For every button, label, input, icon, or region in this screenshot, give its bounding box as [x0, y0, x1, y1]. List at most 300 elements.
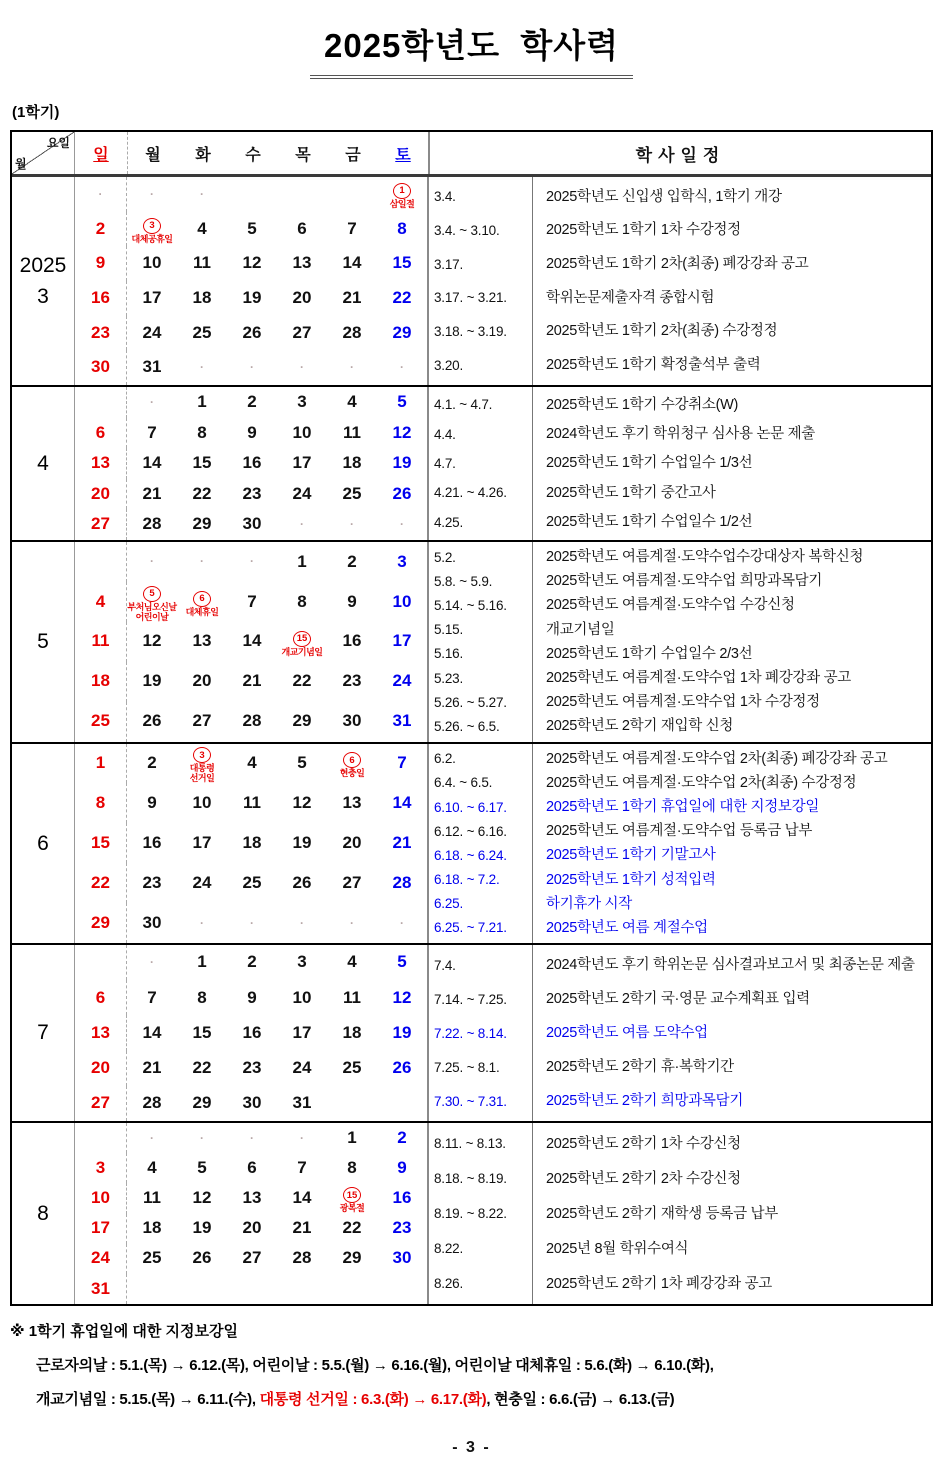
day-cell — [75, 1214, 127, 1244]
day-number: 16 — [342, 631, 362, 651]
empty-day-dot: · — [200, 1130, 204, 1145]
day-cell — [277, 212, 327, 247]
event-row — [429, 1135, 931, 1153]
day-cell — [277, 316, 327, 351]
day-number: 13 — [242, 1188, 262, 1208]
empty-day-dot: · — [250, 554, 254, 569]
day-header-2: 화 — [195, 146, 211, 164]
day-cell — [377, 316, 427, 351]
day-number: 30 — [242, 514, 262, 534]
empty-day-dot: · — [300, 915, 304, 930]
day-cell — [127, 1244, 177, 1274]
events-list — [427, 1123, 931, 1304]
event-description: 2025학년도 여름계절·도약수업 1차 폐강강좌 공고 — [546, 669, 851, 686]
day-number: 1 — [95, 753, 106, 773]
day-cell — [277, 479, 327, 510]
event-row — [429, 548, 931, 566]
day-cell — [227, 1123, 277, 1153]
day-cell — [277, 744, 327, 784]
day-number: 14 — [242, 631, 262, 651]
day-cell — [127, 350, 177, 385]
day-number: 3 — [297, 952, 307, 972]
day-number: 11 — [243, 793, 261, 813]
day-number: 11 — [343, 422, 361, 442]
holiday-label: 대체휴일 — [185, 606, 219, 617]
day-cell — [277, 387, 327, 418]
month-label — [12, 387, 75, 540]
event-row — [429, 289, 931, 307]
day-number: 12 — [292, 793, 312, 813]
day-number: 18 — [342, 453, 362, 473]
day-header-1: 월 — [145, 146, 161, 164]
day-cell — [227, 479, 277, 510]
event-description: 2025학년도 1학기 2차(최종) 폐강강좌 공고 — [546, 256, 809, 273]
day-number: 15 — [91, 832, 110, 852]
day-number: 18 — [142, 1218, 162, 1238]
day-number: 15 — [192, 1022, 212, 1042]
day-number: 4 — [197, 218, 207, 238]
day-cell — [227, 448, 277, 479]
day-number: 2 — [397, 1127, 407, 1147]
event-date: 5.14. ~ 5.16. — [434, 597, 507, 613]
day-cell — [227, 903, 277, 943]
day-cell — [377, 246, 427, 281]
day-cell — [177, 177, 227, 212]
day-cell — [177, 509, 227, 540]
day-cell — [177, 702, 227, 742]
day-cell — [75, 448, 127, 479]
day-cell — [75, 662, 127, 702]
event-description: 2025학년도 여름 계절수업 — [546, 919, 708, 936]
event-date: 5.8. ~ 5.9. — [434, 573, 493, 589]
holiday-circled-number: 1 — [393, 183, 411, 199]
empty-day-dot: · — [300, 360, 304, 375]
day-cell — [377, 1183, 427, 1213]
day-number: 1 — [297, 551, 307, 571]
day-number: 13 — [91, 453, 110, 473]
day-number: 21 — [292, 1218, 312, 1238]
day-cell — [277, 246, 327, 281]
day-number: 16 — [242, 1022, 262, 1042]
holiday-label: 삼일절 — [389, 199, 415, 210]
event-row — [429, 188, 931, 206]
day-number: 17 — [91, 1218, 110, 1238]
day-cell — [127, 980, 177, 1015]
day-cell — [127, 542, 177, 582]
empty-day-dot: · — [350, 517, 354, 532]
day-number: 2 — [147, 753, 157, 773]
day-number: 16 — [242, 453, 262, 473]
day-cell — [377, 702, 427, 742]
day-header-4: 목 — [295, 146, 311, 164]
empty-day-dot: · — [250, 1130, 254, 1145]
day-cell — [127, 1086, 177, 1121]
day-cell — [227, 212, 277, 247]
day-number: 26 — [392, 483, 412, 503]
holiday-marker — [190, 744, 215, 784]
day-cell — [75, 1153, 127, 1183]
day-number: 17 — [142, 287, 162, 307]
day-number: 16 — [91, 287, 110, 307]
day-number: 5 — [197, 1157, 207, 1177]
day-number: 14 — [292, 1188, 312, 1208]
day-number: 3 — [397, 551, 407, 571]
month-label-line: 6 — [37, 831, 49, 855]
day-cell — [277, 350, 327, 385]
event-row — [429, 774, 931, 792]
day-cell — [377, 212, 427, 247]
day-cell — [177, 1086, 227, 1121]
day-cell — [327, 479, 377, 510]
day-number: 1 — [197, 391, 207, 411]
event-date: 3.18. ~ 3.19. — [434, 323, 507, 339]
event-row — [429, 1205, 931, 1223]
day-cell — [75, 863, 127, 903]
day-number: 1 — [197, 952, 207, 972]
day-cell — [127, 1051, 177, 1086]
day-cell — [377, 350, 427, 385]
day-cell — [127, 903, 177, 943]
day-number: 6 — [247, 1157, 257, 1177]
day-cell — [327, 662, 377, 702]
day-cell — [227, 582, 277, 622]
day-cell — [277, 509, 327, 540]
footnote-line-3 — [36, 1388, 933, 1409]
day-cell — [227, 1051, 277, 1086]
empty-day-dot: · — [150, 554, 154, 569]
holiday-circled-number: 3 — [143, 218, 161, 234]
corner-label-month: 월 — [15, 157, 27, 171]
day-number: 5 — [297, 753, 307, 773]
day-cell — [377, 945, 427, 980]
day-number: 26 — [292, 872, 312, 892]
day-number: 21 — [342, 287, 362, 307]
day-number: 28 — [292, 1248, 312, 1268]
event-description: 2025학년도 2학기 1차 수강신청 — [546, 1135, 741, 1152]
day-number: 8 — [95, 793, 106, 813]
day-number: 20 — [91, 483, 110, 503]
day-number: 22 — [192, 483, 212, 503]
day-number: 19 — [192, 1218, 212, 1238]
event-row — [429, 919, 931, 937]
day-cell — [327, 542, 377, 582]
event-date: 6.10. ~ 6.17. — [434, 799, 507, 815]
event-description: 2025학년도 1학기 1차 수강정정 — [546, 222, 741, 239]
month-label — [12, 945, 75, 1121]
day-cell — [377, 744, 427, 784]
holiday-label: 광복절 — [339, 1203, 365, 1214]
day-cell — [75, 281, 127, 316]
day-cell — [327, 823, 377, 863]
day-number: 14 — [392, 793, 412, 813]
day-number: 25 — [342, 483, 362, 503]
event-date: 6.18. ~ 6.24. — [434, 847, 507, 863]
empty-day-dot: · — [250, 360, 254, 375]
events-list — [427, 177, 931, 385]
day-number: 9 — [397, 1157, 407, 1177]
event-row — [429, 221, 931, 239]
day-cell — [177, 316, 227, 351]
day-cell — [277, 702, 327, 742]
empty-day-dot: · — [400, 915, 404, 930]
day-number: 30 — [342, 711, 362, 731]
event-row — [429, 750, 931, 768]
day-cell — [127, 1123, 177, 1153]
day-number: 10 — [192, 793, 212, 813]
day-cell — [277, 945, 327, 980]
empty-day-dot: · — [300, 1130, 304, 1145]
event-row — [429, 484, 931, 502]
day-cell — [177, 903, 227, 943]
holiday-circled-number: 15 — [343, 1187, 361, 1203]
day-cell — [227, 246, 277, 281]
event-description: 2024학년도 후기 학위논문 심사결과보고서 및 최종논문 제출 — [546, 957, 915, 973]
holiday-label: 개교기념일 — [281, 646, 323, 657]
day-cell — [75, 1123, 127, 1153]
day-number: 23 — [242, 483, 262, 503]
day-cell — [327, 1183, 377, 1213]
day-headers — [75, 132, 428, 174]
event-description: 2025학년도 2학기 희망과목담기 — [546, 1093, 744, 1109]
day-cell — [227, 702, 277, 742]
day-cell — [377, 980, 427, 1015]
day-header-6: 토 — [395, 146, 411, 164]
day-cell — [327, 1153, 377, 1183]
day-cell — [327, 246, 377, 281]
footnote-line3-red: 대통령 선거일 : 6.3.(화) → 6.17.(화) — [259, 1391, 487, 1409]
month-label-line: 5 — [37, 630, 49, 654]
event-description: 2025학년도 여름계절·도약수업 1차 수강정정 — [546, 694, 820, 711]
month-label-line: 4 — [37, 451, 49, 475]
holiday-circled-number: 6 — [343, 752, 361, 768]
event-description: 2025학년도 신입생 입학식, 1학기 개강 — [546, 188, 782, 205]
day-cell — [327, 281, 377, 316]
day-cell — [277, 418, 327, 449]
event-row — [429, 846, 931, 864]
event-date: 5.15. — [434, 622, 464, 638]
day-number: 21 — [142, 1057, 162, 1077]
page-title: 2025학년도 학사력 — [310, 20, 633, 79]
events-list — [427, 945, 931, 1121]
day-cell — [227, 177, 277, 212]
event-date: 7.4. — [434, 957, 456, 973]
day-header-5: 금 — [345, 146, 361, 164]
event-date: 3.17. ~ 3.21. — [434, 290, 507, 306]
event-row — [429, 990, 931, 1008]
day-cell — [177, 387, 227, 418]
day-number: 23 — [91, 322, 110, 342]
day-cell — [127, 246, 177, 281]
day-cell — [75, 177, 127, 212]
day-cell — [377, 1274, 427, 1304]
day-cell — [377, 863, 427, 903]
day-cell — [177, 1153, 227, 1183]
event-description: 2025학년도 여름계절·도약수업 2차(최종) 폐강강좌 공고 — [546, 750, 888, 767]
day-cell — [277, 1274, 327, 1304]
event-date: 7.14. ~ 7.25. — [434, 991, 507, 1007]
day-cell — [227, 1183, 277, 1213]
calendar-grid — [75, 387, 427, 540]
day-cell — [277, 1051, 327, 1086]
day-number: 17 — [392, 631, 412, 651]
empty-day-dot: · — [200, 360, 204, 375]
day-cell — [75, 479, 127, 510]
day-number: 25 — [192, 322, 212, 342]
day-number: 28 — [342, 322, 362, 342]
event-description: 2024학년도 후기 학위청구 심사용 논문 제출 — [546, 426, 816, 443]
day-cell — [377, 1015, 427, 1050]
day-number: 23 — [242, 1057, 262, 1077]
event-description: 하기휴가 시작 — [546, 895, 632, 912]
day-number: 24 — [142, 322, 162, 342]
event-date: 6.2. — [434, 751, 456, 767]
event-description: 2025학년도 1학기 기말고사 — [546, 847, 716, 864]
day-number: 18 — [342, 1022, 362, 1042]
day-number: 24 — [91, 1248, 110, 1268]
day-number: 18 — [242, 832, 262, 852]
schedule-header: 학사일정 — [428, 132, 931, 174]
day-number: 2 — [247, 952, 257, 972]
day-number: 28 — [142, 1093, 162, 1113]
day-number: 5 — [397, 952, 407, 972]
event-row — [429, 871, 931, 889]
day-number: 7 — [347, 218, 357, 238]
day-cell — [177, 448, 227, 479]
day-number: 30 — [392, 1248, 412, 1268]
month-section — [12, 540, 931, 742]
day-cell — [327, 1214, 377, 1244]
day-cell — [177, 418, 227, 449]
event-row — [429, 425, 931, 443]
event-description: 학위논문제출자격 종합시험 — [546, 289, 715, 306]
empty-day-dot: · — [400, 517, 404, 532]
day-cell — [327, 622, 377, 662]
footnote-title: ※ 1학기 휴업일에 대한 지정보강일 — [10, 1323, 238, 1341]
event-description: 2025학년도 2학기 재입학 신청 — [546, 718, 734, 735]
day-cell — [227, 863, 277, 903]
events-list — [427, 387, 931, 540]
month-label-line: 2025 — [19, 253, 67, 277]
event-date: 5.26. ~ 5.27. — [434, 694, 507, 710]
event-description: 2025학년도 2학기 2차 수강신청 — [546, 1170, 741, 1187]
day-number: 18 — [91, 671, 110, 691]
holiday-marker — [127, 582, 176, 622]
day-cell — [75, 1015, 127, 1050]
day-cell — [75, 387, 127, 418]
day-number: 16 — [142, 832, 162, 852]
day-cell — [377, 479, 427, 510]
day-cell — [227, 980, 277, 1015]
day-cell — [277, 1123, 327, 1153]
day-number: 12 — [392, 987, 412, 1007]
day-cell — [75, 582, 127, 622]
day-number: 10 — [91, 1188, 110, 1208]
empty-day-dot: · — [200, 554, 204, 569]
event-date: 5.26. ~ 6.5. — [434, 718, 500, 734]
day-number: 10 — [392, 591, 412, 611]
day-cell — [327, 177, 377, 212]
day-cell — [277, 783, 327, 823]
month-sections — [12, 177, 931, 1304]
month-section — [12, 385, 931, 540]
day-cell — [327, 980, 377, 1015]
day-number: 4 — [347, 952, 357, 972]
day-cell — [177, 863, 227, 903]
day-number: 7 — [147, 987, 157, 1007]
day-number: 8 — [347, 1157, 357, 1177]
day-number: 21 — [142, 483, 162, 503]
day-cell — [127, 509, 177, 540]
day-cell — [327, 1051, 377, 1086]
day-cell — [327, 1123, 377, 1153]
day-cell — [75, 702, 127, 742]
event-date: 3.4. ~ 3.10. — [434, 222, 500, 238]
day-cell — [277, 448, 327, 479]
empty-day-dot: · — [400, 360, 404, 375]
day-number: 23 — [142, 872, 162, 892]
event-description: 2025학년도 여름계절·도약수업수강대상자 복학신청 — [546, 549, 864, 566]
event-description: 2025학년도 여름계절·도약수업 2차(최종) 수강정정 — [546, 774, 857, 791]
day-number: 10 — [142, 253, 162, 273]
day-cell — [177, 783, 227, 823]
holiday-label: 부처님오신날 — [127, 601, 177, 612]
event-description: 2025학년도 1학기 수강취소(W) — [546, 396, 739, 413]
day-cell — [75, 316, 127, 351]
holiday-circled-number: 15 — [293, 631, 311, 647]
day-cell — [327, 863, 377, 903]
empty-day-dot: · — [150, 394, 154, 409]
event-row — [429, 1058, 931, 1076]
event-description: 2025학년도 2학기 국·영문 교수계획표 입력 — [546, 991, 810, 1007]
holiday-marker — [340, 749, 365, 779]
day-cell — [227, 281, 277, 316]
day-cell — [327, 903, 377, 943]
holiday-marker — [186, 587, 219, 617]
day-number: 19 — [392, 1022, 412, 1042]
day-cell — [75, 1086, 127, 1121]
day-cell — [377, 418, 427, 449]
day-number: 17 — [292, 453, 312, 473]
day-cell — [327, 1015, 377, 1050]
academic-calendar-table — [10, 130, 933, 1306]
corner-header-cell — [12, 132, 75, 174]
day-number: 20 — [342, 832, 362, 852]
event-date: 3.20. — [434, 357, 464, 373]
day-number: 12 — [392, 422, 412, 442]
day-number: 26 — [192, 1248, 212, 1268]
day-cell — [327, 582, 377, 622]
holiday-label: 대통령 — [189, 763, 215, 774]
day-cell — [127, 622, 177, 662]
day-number: 30 — [242, 1093, 262, 1113]
day-cell — [277, 622, 327, 662]
day-number: 9 — [347, 591, 357, 611]
events-list — [427, 542, 931, 742]
event-row — [429, 572, 931, 590]
day-number: 3 — [297, 391, 307, 411]
day-cell — [277, 1214, 327, 1244]
day-number: 14 — [142, 453, 162, 473]
day-number: 9 — [95, 253, 106, 273]
day-number: 3 — [95, 1157, 106, 1177]
day-cell — [327, 350, 377, 385]
event-date: 5.23. — [434, 670, 464, 686]
day-number: 24 — [392, 671, 412, 691]
day-cell — [177, 1274, 227, 1304]
day-cell — [277, 1086, 327, 1121]
calendar-grid — [75, 945, 427, 1121]
event-row — [429, 1170, 931, 1188]
